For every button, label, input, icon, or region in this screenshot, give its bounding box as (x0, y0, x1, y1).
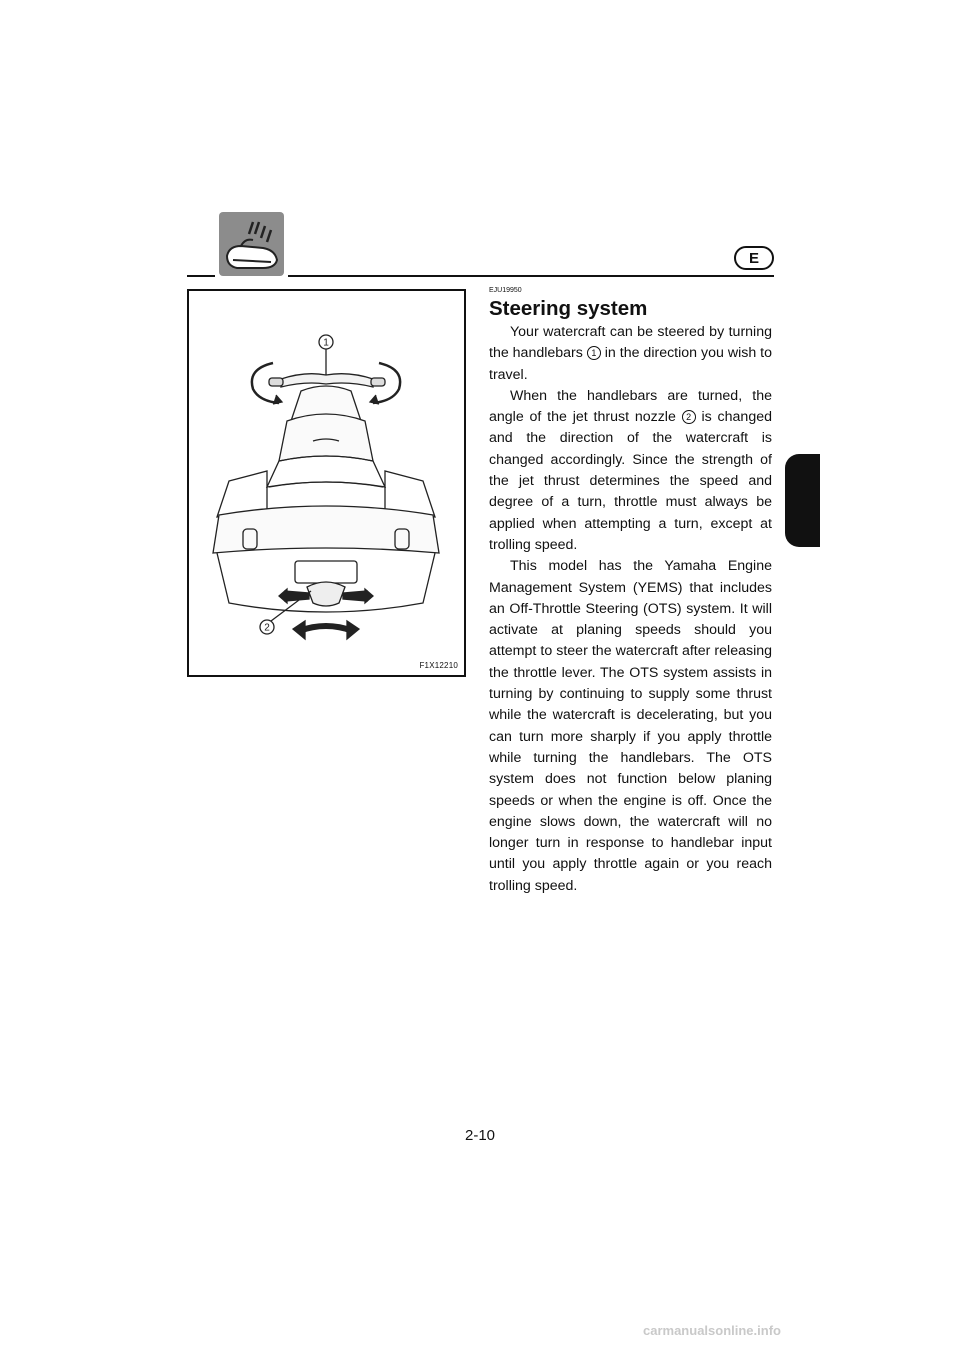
steering-figure (187, 289, 466, 677)
personal-watercraft-icon (219, 212, 284, 276)
callout-2-label: 2 (264, 622, 270, 634)
header-rule-left (187, 275, 215, 277)
figure-code: F1X12210 (419, 661, 458, 670)
callout-2-ref: 2 (682, 410, 696, 424)
language-badge: E (734, 246, 774, 270)
watermark: carmanualsonline.info (643, 1323, 781, 1338)
section-title: Steering system (489, 297, 648, 320)
paragraph-1: Your watercraft can be steered by turning the handlebars 1 in the direction you wish to travel. (489, 324, 772, 383)
paragraph-3: This model has the Yamaha Engine Management System (YEMS) that includes an Off-Throttle Steering (OTS) system. It will activate at planing speeds should you attempt to steer the watercraft after releasing the throttle lever. The OTS system assists in turning by continuing to supply some thrust while the watercraft is decelerating, but you can turn more sharply if you apply throttle while turning the handlebars. The OTS system does not function below planing speeds or when the engine is off. Once the engine slows down, the watercraft will no longer turn in response to handlebar input until you apply throttle again or you reach trolling speed. (489, 558, 772, 894)
paragraph-2: When the handlebars are turned, the angle of the jet thrust nozzle 2 is changed and the direction of the watercraft is changed accordingly. Since the strength of the jet thrust determines the speed and degree of a turn, throttle must always be applied when attempting a turn, except at trolling speed. (489, 387, 772, 553)
header-rule-right (288, 275, 774, 277)
page-number: 2-10 (464, 1127, 496, 1144)
callout-1-ref: 1 (587, 346, 601, 360)
watercraft-rear-illustration (189, 291, 464, 675)
chapter-side-tab (785, 454, 820, 547)
section-body (489, 322, 772, 897)
section-code: EJU19950 (489, 287, 522, 294)
callout-1-label: 1 (323, 337, 329, 349)
